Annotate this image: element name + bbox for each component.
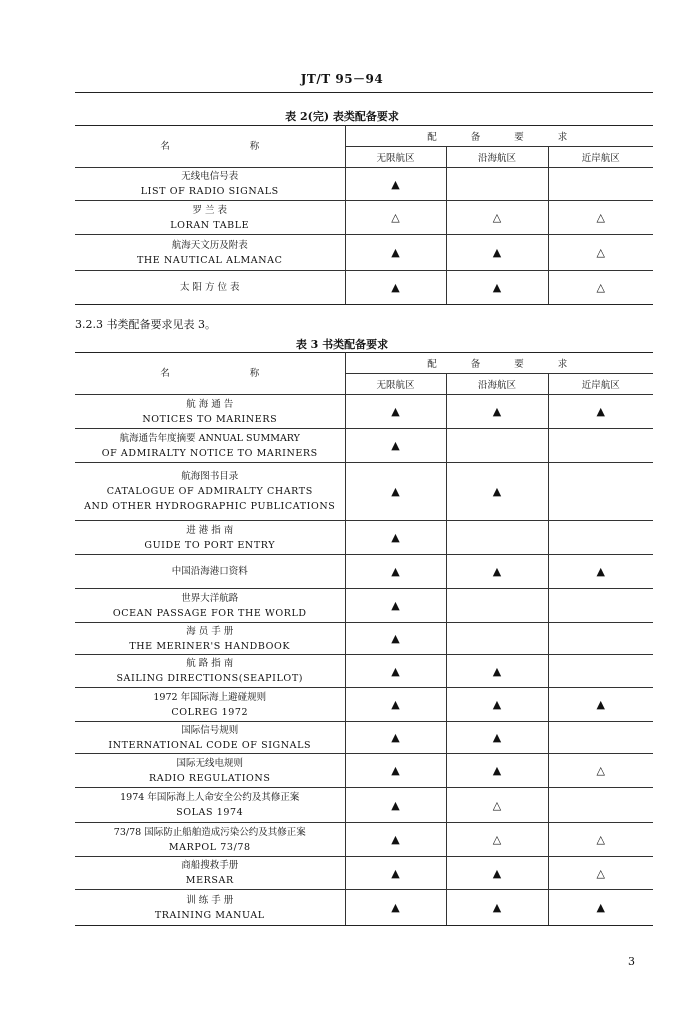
table-row (75, 623, 653, 655)
required-mark (345, 623, 446, 655)
section-paragraph: 3.2.3 书类配备要求见表 3。 (75, 318, 216, 331)
mark-symbol: ▲ (596, 565, 605, 578)
item-name-cell (75, 555, 345, 589)
item-name-chinese: 世界大洋航路 (181, 592, 239, 604)
required-mark (446, 395, 548, 429)
table2-col-unlimited: 无限航区 (345, 147, 446, 168)
item-name-english: AND OTHER HYDROGRAPHIC PUBLICATIONS (84, 501, 336, 512)
optional-mark (548, 857, 653, 890)
table3 (75, 352, 653, 926)
mark-symbol: ▲ (391, 798, 400, 812)
mark-symbol: ▲ (391, 281, 400, 294)
required-mark (345, 271, 446, 305)
table-row (75, 890, 653, 926)
item-name-chinese: 商船搜救手册 (181, 860, 239, 871)
optional-mark (446, 201, 548, 235)
required-mark (446, 555, 548, 589)
mark-symbol: ▲ (391, 901, 400, 914)
empty-cell (446, 429, 548, 463)
required-mark (446, 655, 548, 688)
table-row (75, 555, 653, 589)
required-mark (345, 589, 446, 623)
required-mark (345, 857, 446, 890)
item-name-english: CATALOGUE OF ADMIRALTY CHARTS (106, 486, 313, 497)
item-name-chinese: 中国沿海港口资料 (171, 566, 248, 577)
mark-symbol: △ (596, 211, 605, 224)
item-name-chinese: 罗 兰 表 (192, 204, 228, 216)
table-row (75, 463, 653, 521)
item-name-cell (75, 722, 345, 754)
optional-mark (548, 235, 653, 271)
item-name-chinese: 航海通告年度摘要 ANNUAL SUMMARY (119, 432, 300, 444)
item-name-chinese: 进 港 指 南 (186, 524, 234, 536)
required-mark (345, 463, 446, 521)
table2 (75, 125, 653, 305)
empty-cell (548, 788, 653, 823)
mark-symbol: ▲ (492, 901, 502, 914)
mark-symbol: △ (596, 764, 605, 777)
optional-mark (345, 201, 446, 235)
item-name-cell (75, 688, 345, 722)
optional-mark (548, 754, 653, 788)
optional-mark (446, 823, 548, 857)
mark-symbol: △ (596, 866, 605, 880)
mark-symbol: △ (596, 281, 605, 294)
table-row (75, 395, 653, 429)
item-name-english: OCEAN PASSAGE FOR THE WORLD (112, 607, 307, 619)
mark-symbol: ▲ (492, 731, 502, 744)
mark-symbol: ▲ (391, 664, 400, 678)
item-name-cell (75, 271, 345, 305)
mark-symbol: ▲ (391, 177, 400, 191)
optional-mark (548, 823, 653, 857)
mark-symbol: ▲ (492, 281, 502, 294)
item-name-cell (75, 589, 345, 623)
optional-mark (548, 271, 653, 305)
table2-caption: 表 2(完) 表类配备要求 (285, 110, 399, 123)
table3-caption: 表 3 书类配备要求 (295, 338, 389, 351)
mark-symbol: ▲ (492, 405, 502, 418)
required-mark (345, 555, 446, 589)
required-mark (345, 235, 446, 271)
item-name-chinese: 国际信号规则 (181, 724, 239, 736)
mark-symbol: ▲ (596, 901, 605, 914)
item-name-chinese: 1972 年国际海上避碰规则 (153, 691, 267, 703)
required-mark (446, 235, 548, 271)
item-name-chinese: 1974 年国际海上人命安全公约及其修正案 (120, 792, 300, 803)
item-name-english: NOTICES TO MARINERS (142, 413, 278, 425)
table-row (75, 589, 653, 623)
mark-symbol: △ (492, 833, 502, 846)
required-mark (548, 890, 653, 926)
mark-symbol: ▲ (391, 632, 400, 645)
item-name-cell (75, 463, 345, 521)
empty-cell (548, 521, 653, 555)
item-name-chinese: 太 阳 方 位 表 (179, 282, 240, 293)
table3-group-header: 配备要求 (345, 353, 653, 374)
mark-symbol: ▲ (391, 764, 400, 777)
item-name-cell (75, 655, 345, 688)
item-name-english: THE NAUTICAL ALMANAC (136, 254, 283, 266)
table-row (75, 722, 653, 754)
item-name-english: SAILING DIRECTIONS(SEAPILOT) (116, 673, 304, 684)
required-mark (548, 555, 653, 589)
item-name-cell (75, 429, 345, 463)
mark-symbol: ▲ (391, 439, 400, 452)
item-name-english: SOLAS 1974 (176, 807, 244, 818)
header-rule (75, 92, 653, 93)
required-mark (345, 688, 446, 722)
item-name-chinese: 海 员 手 册 (186, 625, 234, 637)
table-row (75, 823, 653, 857)
table-row (75, 429, 653, 463)
mark-symbol: ▲ (391, 731, 400, 744)
required-mark (345, 823, 446, 857)
required-mark (446, 722, 548, 754)
mark-symbol: ▲ (391, 833, 400, 846)
item-name-chinese: 国际无线电规则 (176, 757, 243, 769)
item-name-chinese: 无线电信号表 (181, 171, 239, 182)
mark-symbol: ▲ (391, 565, 400, 578)
item-name-cell (75, 168, 345, 201)
required-mark (345, 754, 446, 788)
required-mark (446, 857, 548, 890)
empty-cell (548, 168, 653, 201)
item-name-english: MERSAR (185, 875, 234, 886)
item-name-cell (75, 788, 345, 823)
item-name-english: LIST OF RADIO SIGNALS (140, 186, 279, 197)
item-name-cell (75, 857, 345, 890)
table3-col-unlimited: 无限航区 (345, 374, 446, 395)
table-row (75, 521, 653, 555)
empty-cell (548, 623, 653, 655)
item-name-chinese: 航海天文历及附表 (171, 239, 248, 251)
item-name-english: TRAINING MANUAL (154, 909, 265, 921)
empty-cell (446, 521, 548, 555)
required-mark (446, 688, 548, 722)
mark-symbol: ▲ (492, 565, 502, 578)
mark-symbol: △ (492, 798, 502, 812)
optional-mark (548, 201, 653, 235)
required-mark (446, 271, 548, 305)
table3-col-coastal: 沿海航区 (446, 374, 548, 395)
item-name-english: LORAN TABLE (170, 219, 250, 231)
empty-cell (446, 623, 548, 655)
mark-symbol: ▲ (596, 698, 605, 711)
table2-name-header: 名称 (75, 126, 345, 168)
item-name-chinese: 73/78 国际防止船舶造成污染公约及其修正案 (113, 826, 306, 838)
table-row (75, 655, 653, 688)
table3-col-nearshore: 近岸航区 (548, 374, 653, 395)
empty-cell (548, 722, 653, 754)
mark-symbol: ▲ (492, 664, 502, 678)
table2-col-nearshore: 近岸航区 (548, 147, 653, 168)
item-name-english: GUIDE TO PORT ENTRY (144, 539, 276, 551)
mark-symbol: ▲ (391, 866, 400, 880)
item-name-cell (75, 754, 345, 788)
empty-cell (548, 463, 653, 521)
item-name-cell (75, 890, 345, 926)
mark-symbol: ▲ (492, 698, 502, 711)
mark-symbol: ▲ (391, 599, 400, 612)
table-row (75, 271, 653, 305)
required-mark (345, 788, 446, 823)
item-name-english: RADIO REGULATIONS (149, 772, 271, 784)
mark-symbol: ▲ (391, 531, 400, 544)
page-number: 3 (628, 955, 635, 968)
mark-symbol: ▲ (391, 246, 400, 259)
mark-symbol: △ (596, 833, 605, 846)
required-mark (446, 754, 548, 788)
empty-cell (548, 655, 653, 688)
required-mark (345, 168, 446, 201)
mark-symbol: ▲ (391, 698, 400, 711)
required-mark (446, 463, 548, 521)
table2-group-header: 配备要求 (345, 126, 653, 147)
table-row (75, 201, 653, 235)
item-name-chinese: 航海图书目录 (181, 471, 239, 482)
table-row (75, 235, 653, 271)
item-name-english: COLREG 1972 (171, 706, 249, 718)
item-name-cell (75, 235, 345, 271)
item-name-cell (75, 823, 345, 857)
required-mark (345, 395, 446, 429)
item-name-english: INTERNATIONAL CODE OF SIGNALS (108, 739, 312, 751)
table-row (75, 688, 653, 722)
table-row (75, 788, 653, 823)
mark-symbol: △ (492, 211, 502, 224)
empty-cell (446, 168, 548, 201)
item-name-cell (75, 201, 345, 235)
item-name-chinese: 航 海 通 告 (186, 398, 234, 410)
required-mark (548, 395, 653, 429)
required-mark (548, 688, 653, 722)
empty-cell (548, 429, 653, 463)
mark-symbol: ▲ (391, 485, 400, 498)
item-name-cell (75, 623, 345, 655)
item-name-english: THE MERINER'S HANDBOOK (129, 640, 291, 652)
table2-col-coastal: 沿海航区 (446, 147, 548, 168)
item-name-cell (75, 521, 345, 555)
standard-code: JT/T 95－94 (300, 72, 384, 86)
required-mark (345, 722, 446, 754)
table3-name-header: 名称 (75, 353, 345, 395)
empty-cell (446, 589, 548, 623)
mark-symbol: ▲ (492, 485, 502, 498)
item-name-cell (75, 395, 345, 429)
required-mark (446, 890, 548, 926)
mark-symbol: △ (596, 246, 605, 259)
mark-symbol: ▲ (596, 405, 605, 418)
table-row (75, 754, 653, 788)
mark-symbol: ▲ (391, 405, 400, 418)
table-row (75, 857, 653, 890)
empty-cell (548, 589, 653, 623)
required-mark (345, 890, 446, 926)
item-name-english: MARPOL 73/78 (168, 841, 251, 853)
required-mark (345, 521, 446, 555)
item-name-english: OF ADMIRALTY NOTICE TO MARINERS (101, 447, 318, 459)
table-row (75, 168, 653, 201)
item-name-chinese: 航 路 指 南 (186, 658, 234, 669)
mark-symbol: ▲ (492, 246, 502, 259)
required-mark (345, 655, 446, 688)
required-mark (345, 429, 446, 463)
item-name-chinese: 训 练 手 册 (186, 894, 234, 906)
mark-symbol: ▲ (492, 866, 502, 880)
mark-symbol: △ (391, 211, 400, 224)
optional-mark (446, 788, 548, 823)
mark-symbol: ▲ (492, 764, 502, 777)
